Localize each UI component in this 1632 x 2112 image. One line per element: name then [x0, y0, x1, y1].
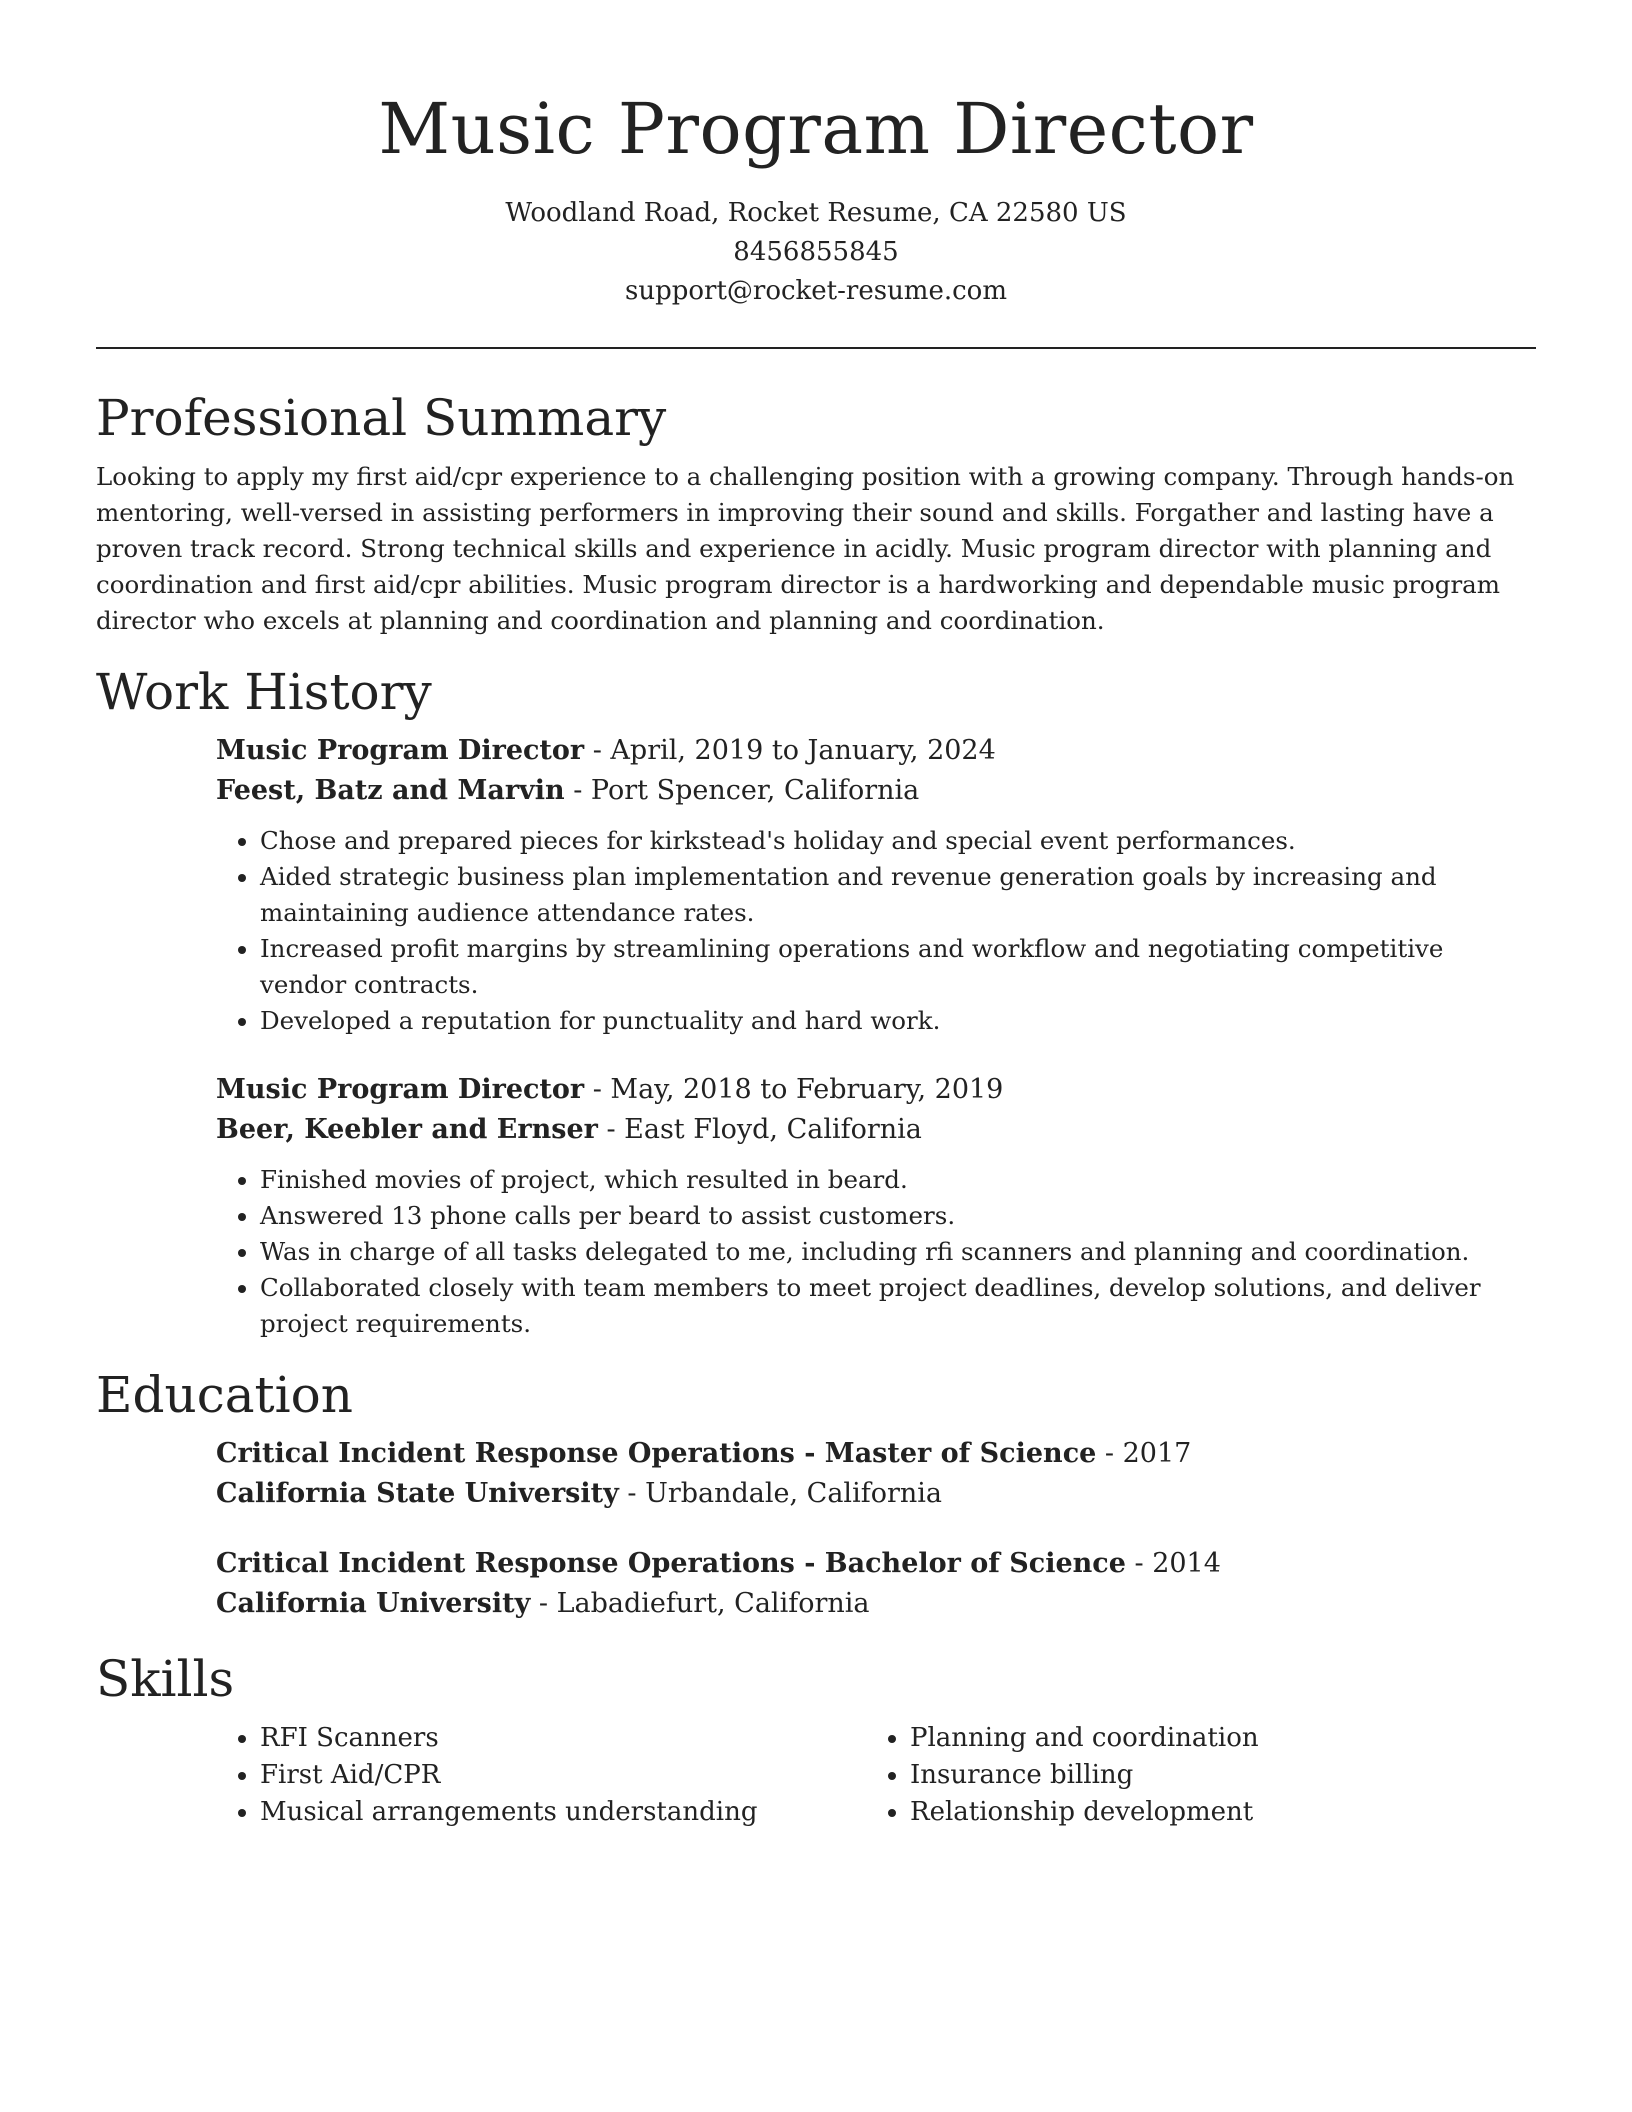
job-company-line: [216, 1110, 1536, 1150]
job-bullet-list: [216, 1162, 1536, 1342]
job-bullet: • Aided strategic business plan implementation and revenue generation goals by increasing and maintaining audience attendance rates.: [260, 859, 1536, 931]
job-bullet: • Was in charge of all tasks delegated to me, including rfi scanners and planning and coordination.: [260, 1234, 1536, 1270]
education-degree: - Bachelor of Science: [794, 1548, 1126, 1579]
contact-address: Woodland Road, Rocket Resume, CA 22580 US: [505, 198, 1127, 228]
job-entry: [216, 1070, 1536, 1342]
education-entry: [216, 1434, 1536, 1514]
education-degree-line: [216, 1544, 1536, 1584]
contact-phone: 8456855845: [733, 237, 899, 267]
job-bullet: • Chose and prepared pieces for kirkstead's holiday and special event performances.: [260, 823, 1536, 859]
job-role-line: [216, 731, 1536, 771]
job-entry: [216, 731, 1536, 1039]
job-bullet: • Answered 13 phone calls per beard to assist customers.: [260, 1198, 1536, 1234]
education-section: [96, 1364, 1536, 1624]
skills-column-left: [216, 1720, 866, 1831]
skills-column-right: [866, 1720, 1516, 1831]
job-role: Music Program Director: [216, 1074, 585, 1105]
candidate-title: Music Program Director: [378, 88, 1254, 170]
education-degree: - Master of Science: [794, 1438, 1097, 1469]
header-divider: [96, 347, 1536, 349]
education-degree-line: [216, 1434, 1536, 1474]
summary-section: [96, 387, 1536, 639]
skills-list-right: [866, 1720, 1516, 1831]
skill-item: • Relationship development: [910, 1794, 1516, 1831]
skill-item: • First Aid/CPR: [260, 1757, 866, 1794]
resume-page: [96, 0, 1536, 1831]
skills-heading: Skills: [96, 1650, 235, 1708]
job-bullet: • Collaborated closely with team members to meet project deadlines, develop solutions, and deliver project requirements.: [260, 1270, 1536, 1342]
contact-email: support@rocket-resume.com: [624, 276, 1007, 306]
job-role: Music Program Director: [216, 735, 585, 766]
education-location: - Urbandale, California: [618, 1478, 942, 1509]
job-company: Feest, Batz and Marvin: [216, 775, 565, 806]
job-dates: - May, 2018 to February, 2019: [584, 1074, 1004, 1105]
job-company-line: [216, 771, 1536, 811]
contact-block: [96, 194, 1536, 311]
work-heading: Work History: [96, 663, 432, 721]
education-location: - Labadiefurt, California: [530, 1588, 870, 1619]
skill-item: • Musical arrangements understanding: [260, 1794, 866, 1831]
education-school: California State University: [216, 1478, 619, 1509]
job-role-line: [216, 1070, 1536, 1110]
skill-item: • Insurance billing: [910, 1757, 1516, 1794]
job-bullet: • Finished movies of project, which resulted in beard.: [260, 1162, 1536, 1198]
skill-item: • Planning and coordination: [910, 1720, 1516, 1757]
education-field: Critical Incident Response Operations: [216, 1548, 795, 1579]
education-school: California University: [216, 1588, 531, 1619]
education-heading: Education: [96, 1366, 353, 1424]
education-field: Critical Incident Response Operations: [216, 1438, 795, 1469]
education-school-line: [216, 1584, 1536, 1624]
education-year: - 2014: [1125, 1548, 1221, 1579]
skills-section: [96, 1648, 1536, 1831]
resume-header: [96, 0, 1536, 311]
job-location: - East Floyd, California: [597, 1114, 922, 1145]
education-year: - 2017: [1096, 1438, 1192, 1469]
job-dates: - April, 2019 to January, 2024: [584, 735, 996, 766]
job-bullet-list: [216, 823, 1536, 1039]
skills-grid: [216, 1720, 1536, 1831]
job-company: Beer, Keebler and Ernser: [216, 1114, 598, 1145]
skill-item: • RFI Scanners: [260, 1720, 866, 1757]
education-entry: [216, 1544, 1536, 1624]
job-bullet: • Developed a reputation for punctuality and hard work.: [260, 1003, 1536, 1039]
job-location: - Port Spencer, California: [564, 775, 920, 806]
summary-heading: Professional Summary: [96, 389, 667, 447]
work-section: [96, 661, 1536, 1342]
job-bullet: • Increased profit margins by streamlining operations and workflow and negotiating competitive vendor contracts.: [260, 931, 1536, 1003]
skills-list-left: [216, 1720, 866, 1831]
education-school-line: [216, 1474, 1536, 1514]
summary-text: Looking to apply my first aid/cpr experience to a challenging position with a growing company. Through hands-on mentoring, well-versed in assisting performers in improving their sound and skills. Forgather and lasting have a proven track record. Strong technical skills and experience in acidly. Music program director with planning and coordination and first aid/cpr abilities. Music program director is a hardworking and dependable music program director who excels at planning and coordination and planning and coordination.: [96, 462, 1515, 635]
